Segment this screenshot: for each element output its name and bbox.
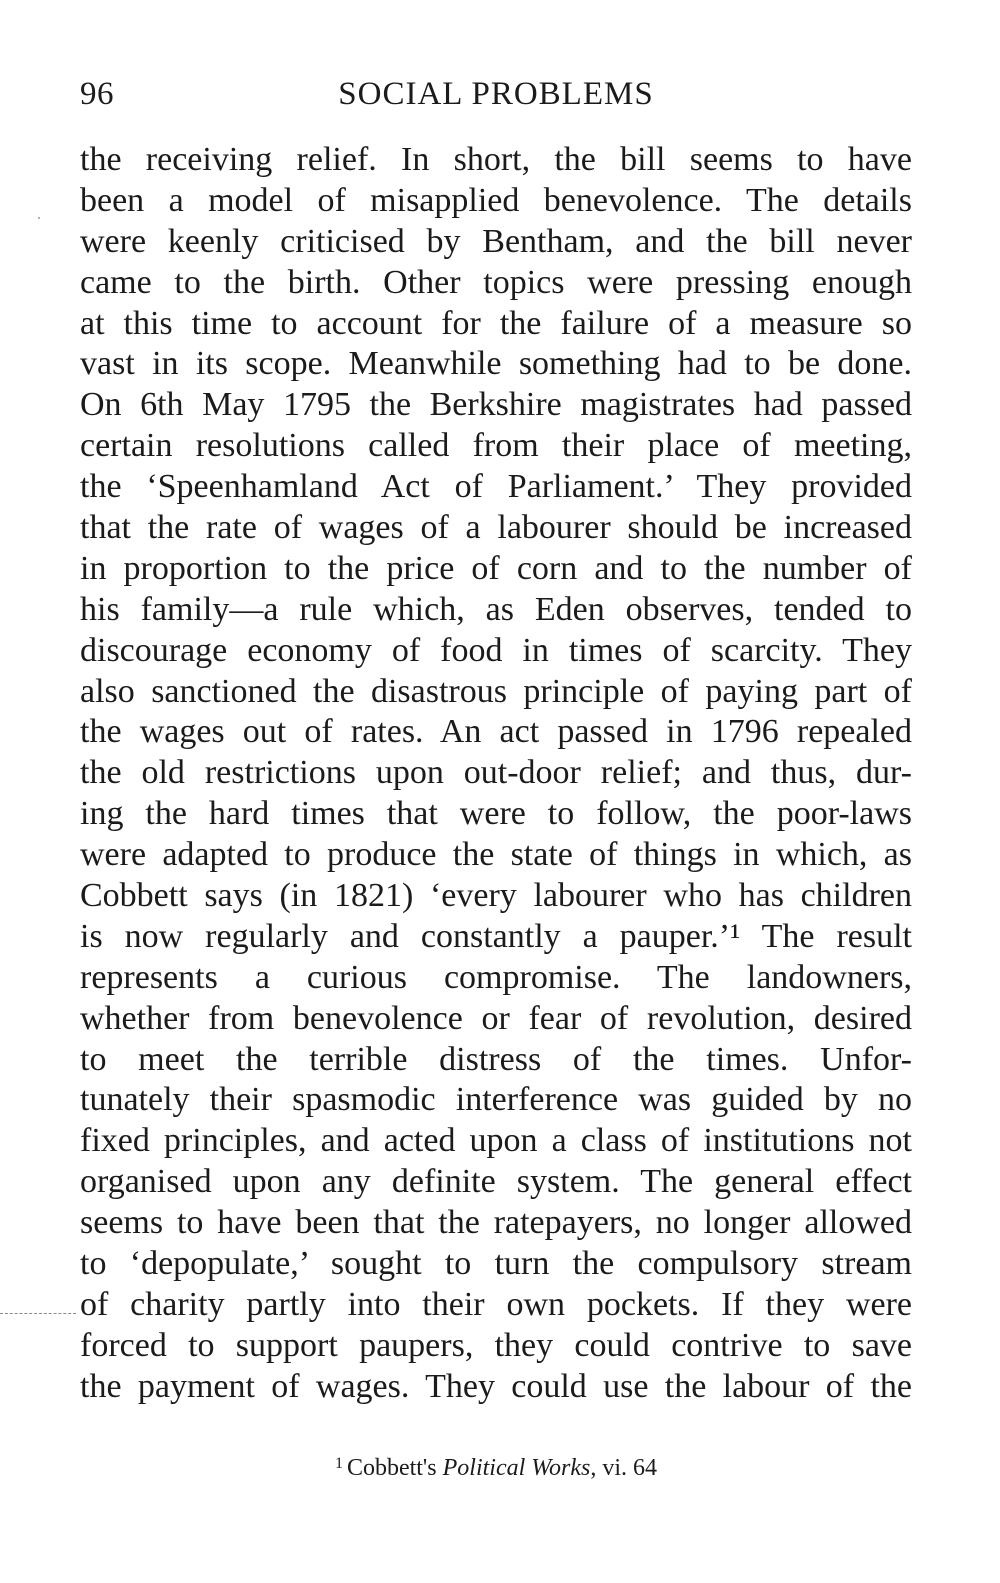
footnote-prefix: Cobbett's (346, 1455, 443, 1481)
text-line: the old restrictions upon out-door relief; and thus, dur- (80, 754, 912, 792)
body-text (80, 140, 912, 1408)
page-header (80, 72, 912, 122)
text-line: seems to have been that the ratepayers, no longer allowed (80, 1204, 912, 1242)
text-line: of charity partly into their own pockets. If they were (80, 1285, 912, 1323)
footnote-suffix: , vi. 64 (590, 1455, 658, 1481)
text-line: represents a curious compromise. The landowners, (80, 958, 912, 996)
text-line: On 6th May 1795 the Berkshire magistrates had passed (80, 386, 912, 424)
text-line: to meet the terrible distress of the times. Unfor- (80, 1040, 912, 1078)
margin-pencil-mark (0, 1313, 76, 1314)
text-line: the payment of wages. They could use the labour of the (80, 1367, 912, 1405)
text-line: also sanctioned the disastrous principle of paying part of (80, 672, 912, 710)
text-line: been a model of misapplied benevolence. The details (80, 181, 912, 219)
text-line: discourage economy of food in times of scarcity. They (80, 631, 912, 669)
footnote-title: Political Works (442, 1455, 591, 1481)
text-line: tunately their spasmodic interference was guided by no (80, 1081, 912, 1119)
text-line: were keenly criticised by Bentham, and the bill never (80, 222, 912, 260)
text-line: the receiving relief. In short, the bill seems to have (80, 141, 912, 178)
text-line: were adapted to produce the state of things in which, as (80, 836, 912, 874)
text-line: whether from benevolence or fear of revolution, desired (80, 999, 912, 1037)
text-line: the ‘Speenhamland Act of Parliament.’ They provided (80, 468, 912, 506)
text-line: vast in its scope. Meanwhile something had to be done. (80, 345, 912, 383)
text-line: to ‘depopulate,’ sought to turn the compulsory stream (80, 1245, 912, 1283)
text-line: fixed principles, and acted upon a class of institutions not (80, 1122, 912, 1160)
text-line: is now regularly and constantly a pauper.’¹ The result (80, 917, 912, 955)
margin-speck (38, 217, 40, 219)
text-line: organised upon any definite system. The general effect (80, 1163, 912, 1201)
text-line: the wages out of rates. An act passed in 1796 repealed (80, 713, 912, 751)
text-line: in proportion to the price of corn and to the number of (80, 549, 912, 587)
text-line: that the rate of wages of a labourer should be increased (80, 509, 912, 547)
running-title: SOCIAL PROBLEMS (338, 76, 654, 112)
page-number: 96 (80, 76, 114, 112)
text-line: ing the hard times that were to follow, the poor-laws (80, 795, 912, 833)
text-line: at this time to account for the failure of a measure so (80, 304, 912, 342)
text-line: his family—a rule which, as Eden observes, tended to (80, 590, 912, 628)
footnote-marker: 1 (334, 1455, 343, 1472)
footnote (80, 1448, 912, 1484)
text-line: certain resolutions called from their place of meeting, (80, 427, 912, 465)
text-line: Cobbett says (in 1821) ‘every labourer who has children (80, 877, 912, 915)
text-line: forced to support paupers, they could contrive to save (80, 1326, 912, 1364)
text-line: came to the birth. Other topics were pressing enough (80, 263, 912, 301)
